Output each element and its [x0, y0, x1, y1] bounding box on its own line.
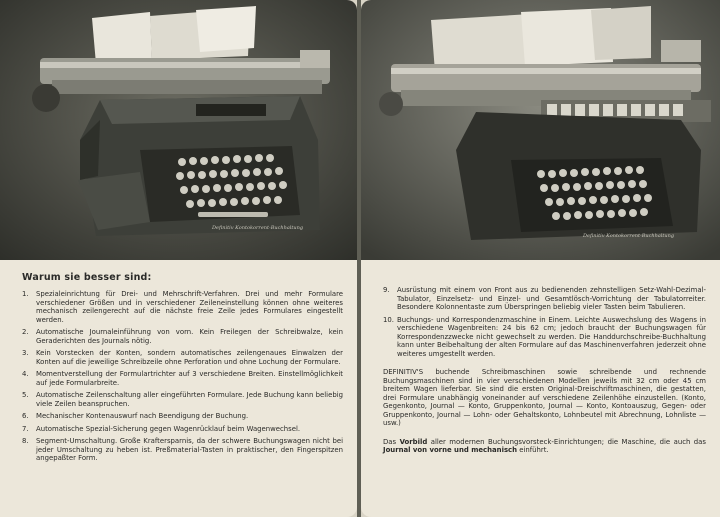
right-feature-list [383, 286, 706, 358]
item-text: Automatische Spezial-Sicherung gegen Wagenrücklauf beim Wagenwechsel. [36, 424, 301, 433]
list-item [22, 412, 343, 421]
left-photo-caption: Definitiv Kontokorrent-Buchhaltung [212, 225, 304, 231]
item-number: 5. [22, 391, 29, 399]
item-text: Segment-Umschaltung. Große Kraftersparnis, da der schwere Buchungswagen nicht bei jeder Umschaltung zu heben ist. Preßmaterial-Tasten in praktischer, den Fingerspitzen angepaßter Form. [36, 437, 343, 462]
item-number: 7. [22, 424, 29, 433]
models-paragraph: DEFINITIV'S buchende Schreibmaschinen sowie schreibende und rechnende Buchungsmaschinen sind in vier verschiedenen Modellen jeweils mit 32 cm oder 45 cm breitem Wagen lieferbar. Sie sind die ersten Original-Dreischriftmaschinen, die gestatten, drei Formulare unabhängig voneinander auf verschiedene Zeilenhöhe einzustellen. (Konto, Gegenkonto, Journal — Konto, Gruppenkonto, Journal — Konto, Kontoauszug, Gegen- oder Gruppenkonto, Journal — Lohn- oder Gehaltskonto, Lohnbeutel mit Abrechnung, Lohnliste — usw.) [383, 368, 706, 427]
item-text: Ausrüstung mit einem von Front aus zu bedienenden zehnstelligen Setz-Wahl-Dezimal-Tabulator, Einzelsetz- und Einzel- und Gesamtlösch-Vorrichtung der Tabulatorreiter. Besondere Kolonnentaste zum Überspringen beliebig vieler Tasten beim Tabulieren. [397, 286, 706, 311]
right-page [361, 0, 720, 517]
list-item [22, 425, 343, 434]
list-item [22, 328, 343, 345]
item-text: Spezialeinrichtung für Drei- und Mehrschrift-Verfahren. Drei und mehr Formulare verschiedener Größen und in verschiedener Zeileneinstellung können ohne weiteres mechanisch zeilengerecht auf die nächste freie Zeile jedes Formulares eingestellt werden. [36, 290, 343, 324]
para-text: einführt. [517, 446, 549, 454]
item-number: 8. [22, 437, 29, 445]
left-typewriter-photo [0, 0, 357, 260]
list-item [22, 370, 343, 387]
list-item [383, 286, 706, 312]
item-number: 3. [22, 349, 29, 357]
right-text-block [361, 262, 720, 517]
list-item [22, 290, 343, 324]
left-heading: Warum sie besser sind: [22, 272, 152, 283]
item-text: Buchungs- und Korrespondenzmaschine in Einem. Leichte Auswechslung des Wagens in verschiedene Wagenbreiten: 24 bis 62 cm; jedoch braucht der Buchungswagen für Korrespondenzzwecke nicht gewechselt zu werden. Die Handdurchschreibe-Buchhaltung kann unter Beibehaltung der alten Formulare auf das Maschinenverfahren jederzeit ohne weiteres umgestellt werden. [397, 315, 706, 358]
item-text: Mechanischer Kontenauswurf nach Beendigung der Buchung. [36, 412, 249, 420]
list-item [383, 316, 706, 359]
item-number: 9. [383, 286, 390, 294]
left-page [0, 0, 357, 517]
para-text: aller modernen Buchungsvorsteck-Einrichtungen; die Maschine, die auch das [427, 437, 706, 446]
item-number: 10. [383, 315, 394, 324]
item-number: 2. [22, 328, 29, 336]
vorbild-paragraph [383, 438, 706, 455]
item-text: Automatische Zeilenschaltung aller eingeführten Formulare. Jede Buchung kann beliebig viele Zeilen beanspruchen. [36, 391, 343, 408]
list-item [22, 349, 343, 366]
para-bold-text: Vorbild [399, 437, 428, 446]
item-number: 4. [22, 370, 29, 378]
right-photo-caption: Definitiv Kontokorrent-Buchhaltung [583, 233, 675, 239]
list-item [22, 437, 343, 463]
item-text: Kein Vorstecken der Konten, sondern automatisches zeilengenaues Einwalzen der Konten auf die jeweilige Schreibzeile ohne Perforation und ohne Lochung der Formulare. [36, 349, 343, 366]
left-text-block [0, 262, 357, 517]
item-number: 1. [22, 290, 29, 298]
para-bold-text: Journal von vorne und mechanisch [383, 446, 518, 454]
item-number: 6. [22, 412, 29, 420]
item-text: Momentverstellung der Formulartrichter auf 3 verschiedene Breiten. Einstellmöglichkeit auf jede Formularbreite. [36, 370, 343, 387]
left-feature-list [22, 290, 343, 463]
right-typewriter-photo [361, 0, 720, 260]
list-item [22, 391, 343, 408]
item-text: Automatische Journaleinführung von vorn. Kein Freilegen der Schreibwalze, kein Geraderichten des Journals nötig. [36, 328, 343, 345]
para-text: Das [383, 437, 400, 446]
